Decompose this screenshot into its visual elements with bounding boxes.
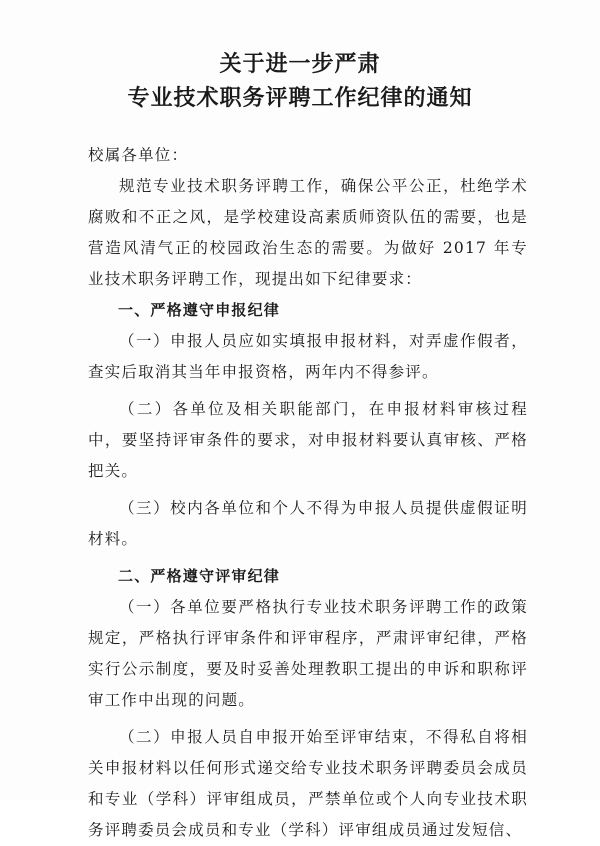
- section-1-item-3: （三）校内各单位和个人不得为申报人员提供虚假证明材料。: [88, 499, 528, 548]
- section-1-heading: 一、严格遵守申报纪律: [118, 301, 281, 319]
- section-1-item-2: （二）各单位及相关职能部门，在申报材料审核过程中，要坚持评审条件的要求，对申报材料要认真审核、严格把关。: [88, 400, 528, 480]
- section-2-heading: 二、严格遵守评审纪律: [118, 567, 281, 585]
- salutation: 校属各单位：: [88, 146, 189, 164]
- section-1-item-1: （一）申报人员应如实填报申报材料，对弄虚作假者，查实后取消其当年申报资格，两年内不得参评。: [88, 332, 528, 381]
- document-body: [88, 140, 528, 846]
- intro-paragraph: 规范专业技术职务评聘工作，确保公平公正，杜绝学术腐败和不正之风，是学校建设高素质师资队伍的需要，也是营造风清气正的校园政治生态的需要。为做好 2017 年专业技术职务评聘工作，现提出如下纪律要求：: [88, 177, 528, 288]
- section-2-item-2: （二）申报人员自申报开始至评审结束，不得私自将相关申报材料以任何形式递交给专业技术职务评聘委员会成员和专业（学科）评审组成员，严禁单位或个人向专业技术职务评聘委员会成员和专业（学科）评审组成员通过发短信、: [88, 728, 528, 839]
- section-2-item-1: （一）各单位要严格执行专业技术职务评聘工作的政策规定，严格执行评审条件和评审程序，严肃评审纪律，严格实行公示制度，要及时妥善处理教职工提出的申诉和职称评审工作中出现的问题。: [88, 598, 528, 709]
- document-title-line-2: 专业技术职务评聘工作纪律的通知: [127, 86, 473, 111]
- document-title-line-1: 关于进一步严肃: [219, 52, 381, 77]
